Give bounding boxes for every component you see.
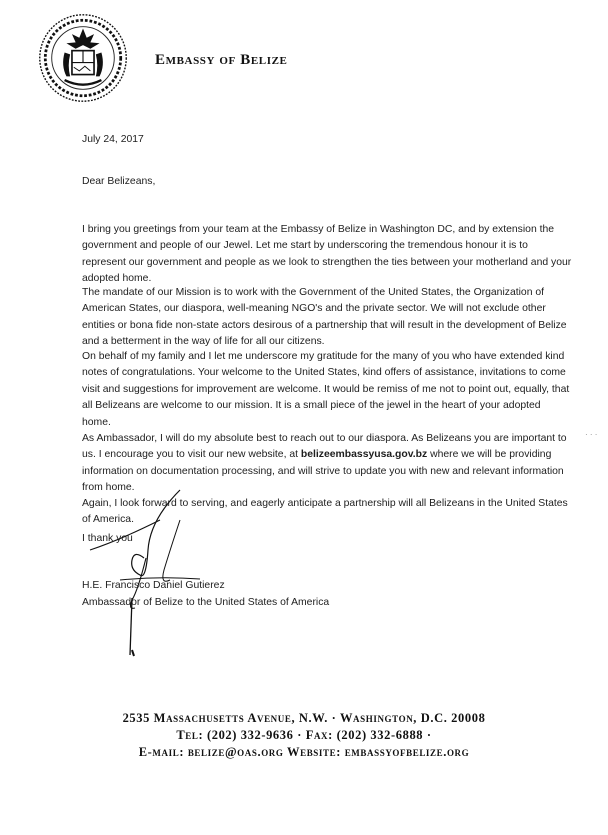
- signer-title: Ambassador of Belize to the United States of America: [82, 597, 330, 608]
- letter-paragraph: The mandate of our Mission is to work with the Government of the United States, the Organization of American States, our diaspora, well-meaning NGO's and the private sector. We will not exclude other entities or bona fide non-state actors desirous of a partnership that will result in the development of Belize and a betterment in the way of life for all our citizens.: [82, 287, 567, 348]
- letter-date: July 24, 2017: [82, 134, 144, 145]
- letter-salutation: Dear Belizeans,: [82, 176, 156, 187]
- footer-email-website: E-mail: belize@oas.org Website: embassyofbelize.org: [138, 745, 470, 759]
- scan-speckle: · · ·: [585, 430, 598, 439]
- letter-paragraph: Again, I look forward to serving, and eagerly anticipate a partnership will all Belizeans in the United States of America.: [82, 498, 568, 526]
- paragraph-text: where we will be providing information on documentation processing, and will strive to update you with new and relevant information from home.: [82, 449, 564, 494]
- signer-name: H.E. Francisco Daniel Gutierez: [82, 580, 225, 591]
- belize-coat-of-arms-seal: [37, 12, 129, 104]
- website-link[interactable]: belizeembassyusa.gov.bz: [300, 449, 428, 461]
- footer-address: 2535 Massachusetts Avenue, N.W. · Washington, D.C. 20008: [122, 711, 486, 725]
- letter-paragraph-website: [82, 431, 572, 497]
- letterhead-title: Embassy of Belize: [155, 52, 288, 68]
- footer-phone-fax: Tel: (202) 332-9636 · Fax: (202) 332-6888 ·: [176, 728, 432, 742]
- letter-paragraph: I bring you greetings from your team at the Embassy of Belize in Washington DC, and by extension the government and people of our Jewel. Let me start by underscoring the tremendous honour it is to represent our government and people as we look to strengthen the ties between your motherland and your adopted home.: [82, 224, 572, 285]
- letter-paragraph: On behalf of my family and I let me underscore my gratitude for the many of you who have extended kind notes of congratulations. Your welcome to the United States, kind offers of assistance, invitations to come visit and suggestions for improvement are welcome. It would be remiss of me not to point out, equally, that all Belizeans are welcome to our mission. It is a small piece of the jewel in the heart of your adopted home.: [82, 351, 570, 428]
- paragraph-text: As Ambassador, I will do my absolute best to reach out to our diaspora. As Belizeans you are important to us. I encourage you to visit our new website, at: [82, 433, 567, 461]
- letter-closing: I thank you: [82, 533, 133, 544]
